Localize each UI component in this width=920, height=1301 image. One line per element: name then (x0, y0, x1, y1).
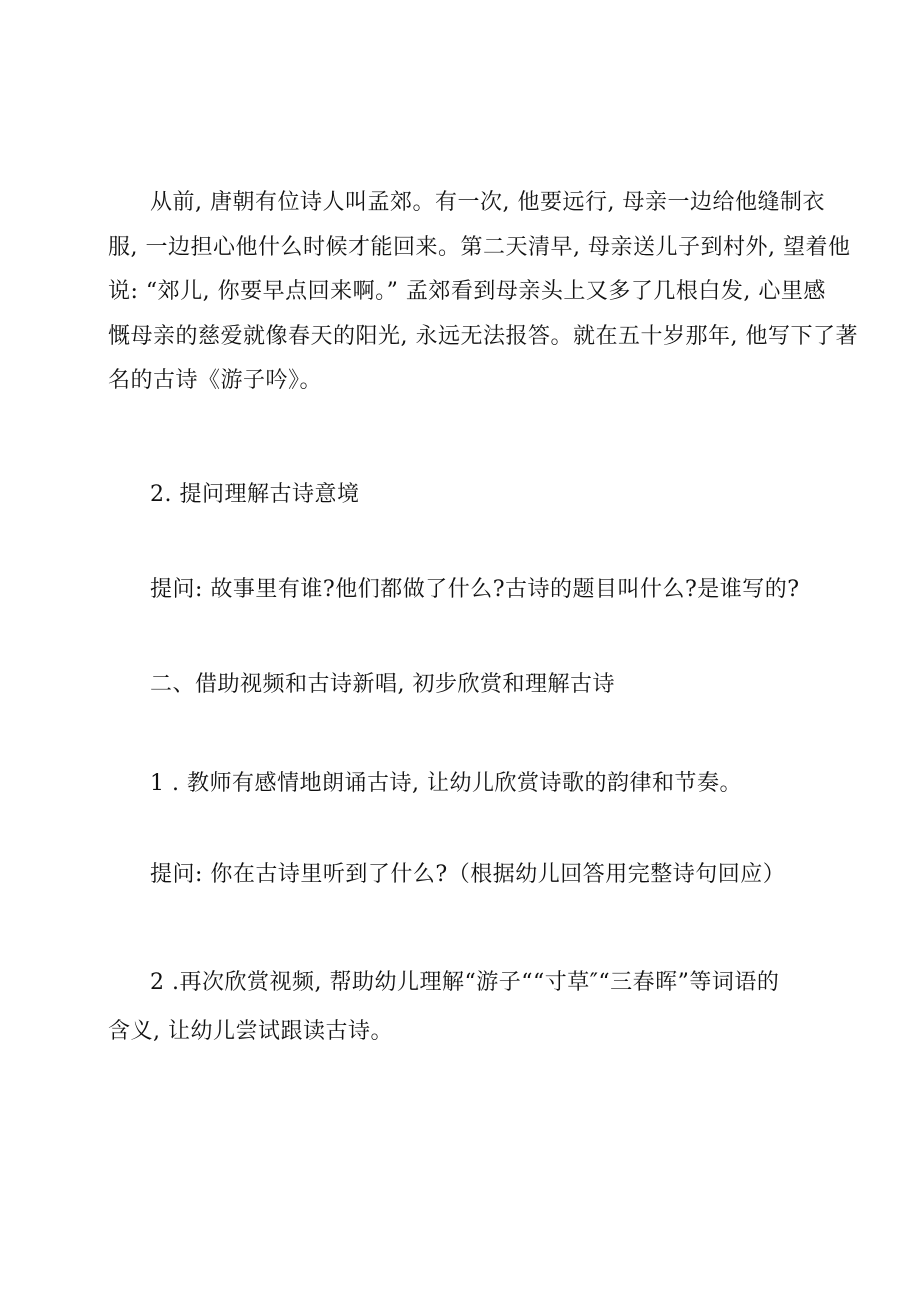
story-line-4: 慨母亲的慈爱就像春天的阳光, 永远无法报答。就在五十岁那年, 他写下了著 (108, 323, 858, 349)
section-heading-2: 二、借助视频和古诗新唱, 初步欣赏和理解古诗 (150, 672, 615, 697)
list-item-2-line-2: 含义, 让幼儿尝试跟读古诗。 (108, 1019, 393, 1044)
story-line-2: 服, 一边担心他什么时候才能回来。第二天清早, 母亲送儿子到村外, 望着他 (108, 234, 851, 260)
question-paragraph-1: 提问: 故事里有谁?他们都做了什么?古诗的题目叫什么?是谁写的? (150, 577, 800, 602)
story-line-5: 名的古诗《游子吟》。 (108, 368, 323, 393)
list-item-2-line-1: 2 .再次欣赏视频, 帮助幼儿理解“游子““寸草″“三春晖”等词语的 (150, 970, 780, 995)
story-line-3: 说: “郊儿, 你要早点回来啊。” 孟郊看到母亲头上又多了几根白发, 心里感 (108, 279, 826, 304)
story-line-1: 从前, 唐朝有位诗人叫孟郊。有一次, 他要远行, 母亲一边给他缝制衣 (150, 190, 825, 215)
list-item-1: 1 . 教师有感情地朗诵古诗, 让幼儿欣赏诗歌的韵律和节奏。 (150, 771, 742, 796)
story-paragraph (108, 181, 858, 404)
subheading-question-poem-mood: 2. 提问理解古诗意境 (150, 482, 360, 507)
question-paragraph-2: 提问: 你在古诗里听到了什么?（根据幼儿回答用完整诗句回应） (150, 862, 786, 887)
list-item-2 (108, 958, 848, 1056)
